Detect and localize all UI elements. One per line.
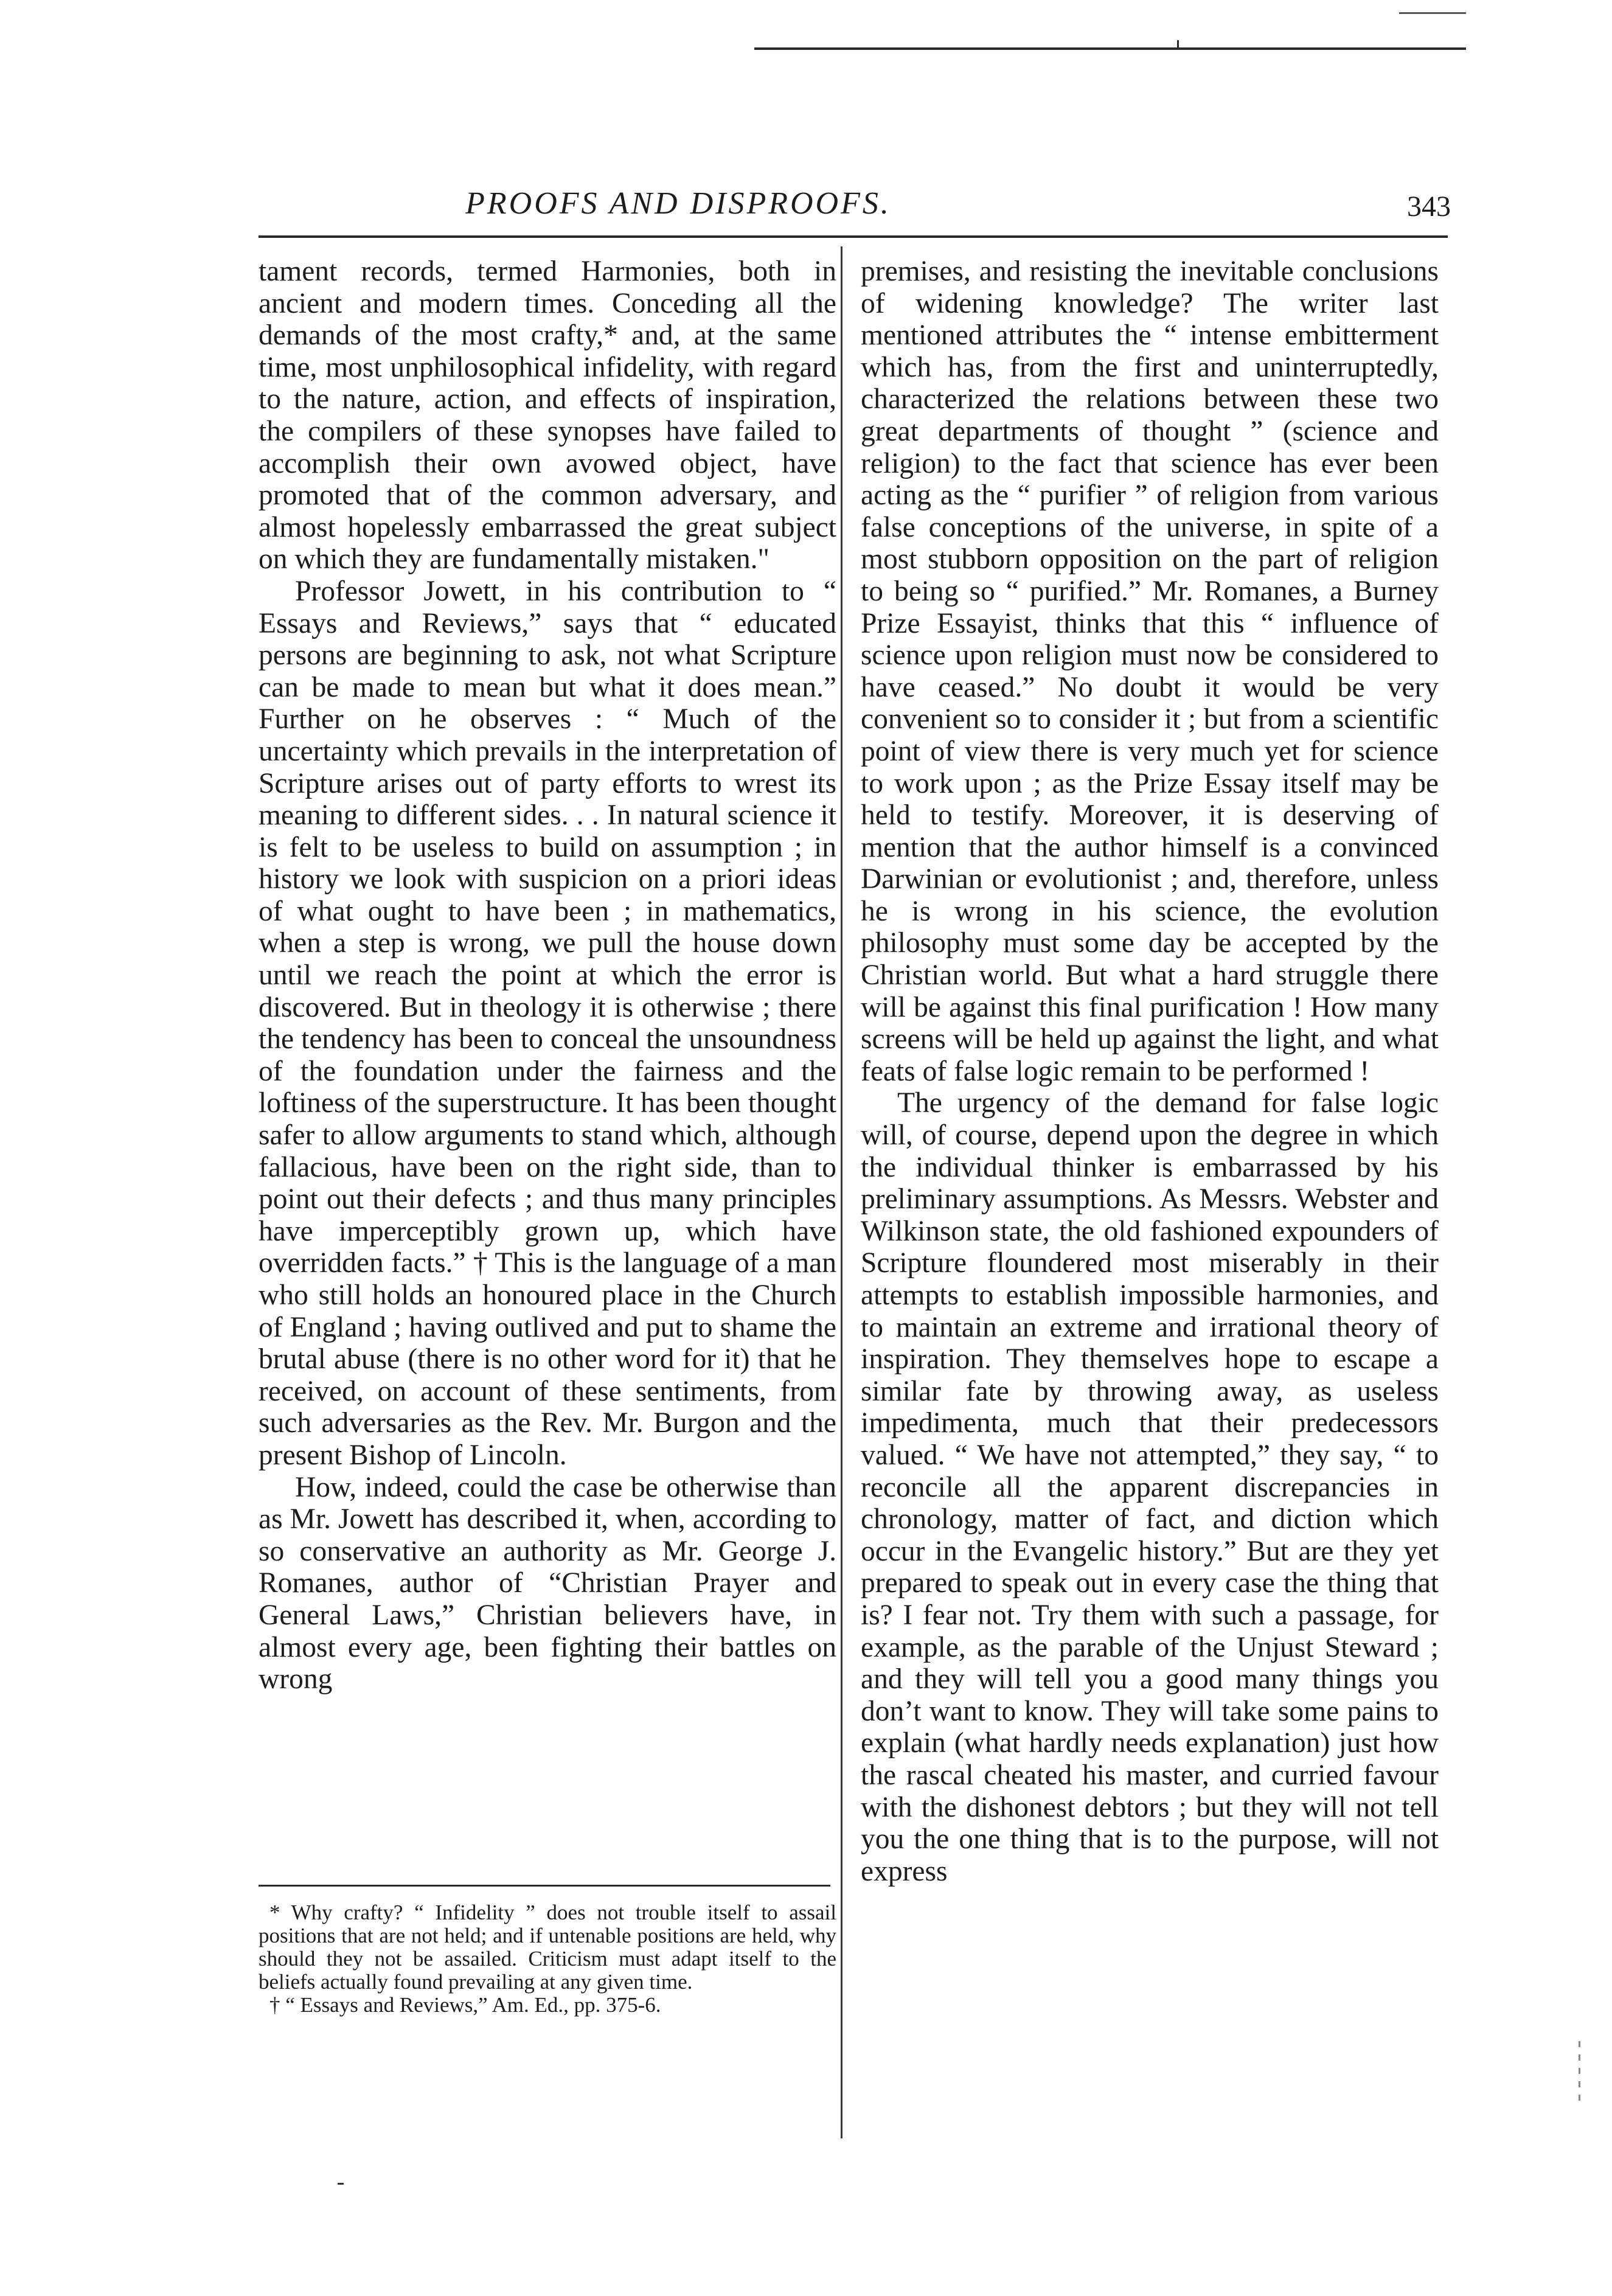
- footnotes: [259, 1901, 836, 2017]
- footnote-rule: [259, 1885, 830, 1887]
- left-column: [259, 256, 836, 1696]
- paragraph: Professor Jowett, in his contribution to “ Essays and Reviews,” says that “ educated persons are beginning to ask, not what Scripture can be made to mean but what it does mean.” Further on he observes : “ Much of the uncertainty which prevails in the interpretation of Scripture arises out of party efforts to wrest its meaning to different sides. . . In natural science it is felt to be useless to build on assumption ; in history we look with suspicion on a priori ideas of what ought to have been ; in mathematics, when a step is wrong, we pull the house down until we reach the point at which the error is discovered. But in theology it is otherwise ; there the tendency has been to conceal the unsoundness of the foundation under the fairness and the loftiness of the superstructure. It has been thought safer to allow arguments to stand which, although fallacious, have been on the right side, than to point out their defects ; and thus many principles have imperceptibly grown up, which have overridden facts.” † This is the language of a man who still holds an honoured place in the Church of England ; having outlived and put to shame the brutal abuse (there is no other word for it) that he received, on account of these sentiments, from such adversaries as the Rev. Mr. Burgon and the present Bishop of Lincoln.: [259, 575, 836, 1471]
- footnote: * Why crafty? “ Infidelity ” does not trouble itself to assail positions that are not held; and if untenable positions are held, why should they not be assailed. Criticism must adapt itself to the beliefs actually found prevailing at any given time.: [259, 1901, 836, 1994]
- paragraph: The urgency of the demand for false logic will, of course, depend upon the degree in which the individual thinker is embarrassed by his preliminary assumptions. As Messrs. Webster and Wilkinson state, the old fashioned expounders of Scripture floundered most miserably in their attempts to establish impossible harmonies, and to maintain an extreme and irrational theory of inspiration. They themselves hope to escape a similar fate by throwing away, as useless impedimenta, much that their predecessors valued. “ We have not attempted,” they say, “ to reconcile all the apparent discrepancies in chronology, matter of fact, and diction which occur in the Evangelic history.” But are they yet prepared to speak out in every case the thing that is? I fear not. Try them with such a passage, for example, as the parable of the Unjust Steward ; and they will tell you a good many things you don’t want to know. They will take some pains to explain (what hardly needs explanation) just how the rascal cheated his master, and curried favour with the dishonest debtors ; but they will not tell you the one thing that is to the purpose, will not express: [861, 1087, 1439, 1887]
- top-rule-tick: [1177, 40, 1179, 50]
- top-rule-stub: [1399, 12, 1466, 14]
- footnote: † “ Essays and Reviews,” Am. Ed., pp. 375-6.: [269, 1993, 661, 2017]
- running-head: PROOFS AND DISPROOFS.: [465, 186, 891, 221]
- right-column: [861, 256, 1439, 1887]
- margin-specks: [1579, 2041, 1580, 2108]
- stray-mark: [338, 2183, 344, 2185]
- page-number: 343: [1407, 190, 1451, 223]
- paragraph: tament records, termed Harmonies, both in ancient and modern times. Conceding all the demands of the most crafty,* and, at the same time, most unphilosophical infidelity, with regard to the nature, action, and effects of inspiration, the compilers of these synopses have failed to accomplish their own avowed object, have promoted that of the common adversary, and almost hopelessly embarrassed the great subject on which they are fundamentally mistaken.": [259, 256, 836, 576]
- paragraph: How, indeed, could the case be otherwise than as Mr. Jowett has described it, when, according to so conservative an authority as Mr. George J. Romanes, author of “Christian Prayer and General Laws,” Christian believers have, in almost every age, been fighting their battles on wrong: [259, 1471, 836, 1696]
- column-divider: [841, 246, 842, 2138]
- paragraph: premises, and resisting the inevitable conclusions of widening knowledge? The writer last mentioned attributes the “ intense embitterment which has, from the first and uninterruptedly, characterized the relations between these two great departments of thought ” (science and religion) to the fact that science has ever been acting as the “ purifier ” of religion from various false conceptions of the universe, in spite of a most stubborn opposition on the part of religion to being so “ purified.” Mr. Romanes, a Burney Prize Essayist, thinks that this “ influence of science upon religion must now be considered to have ceased.” No doubt it would be very convenient so to consider it ; but from a scientific point of view there is very much yet for science to work upon ; as the Prize Essay itself may be held to testify. Moreover, it is deserving of mention that the author himself is a convinced Darwinian or evolutionist ; and, therefore, unless he is wrong in his science, the evolution philosophy must some day be accepted by the Christian world. But what a hard struggle there will be against this final purification ! How many screens will be held up against the light, and what feats of false logic remain to be performed !: [861, 256, 1439, 1087]
- header-rule: [259, 235, 1448, 238]
- top-rule: [754, 47, 1466, 50]
